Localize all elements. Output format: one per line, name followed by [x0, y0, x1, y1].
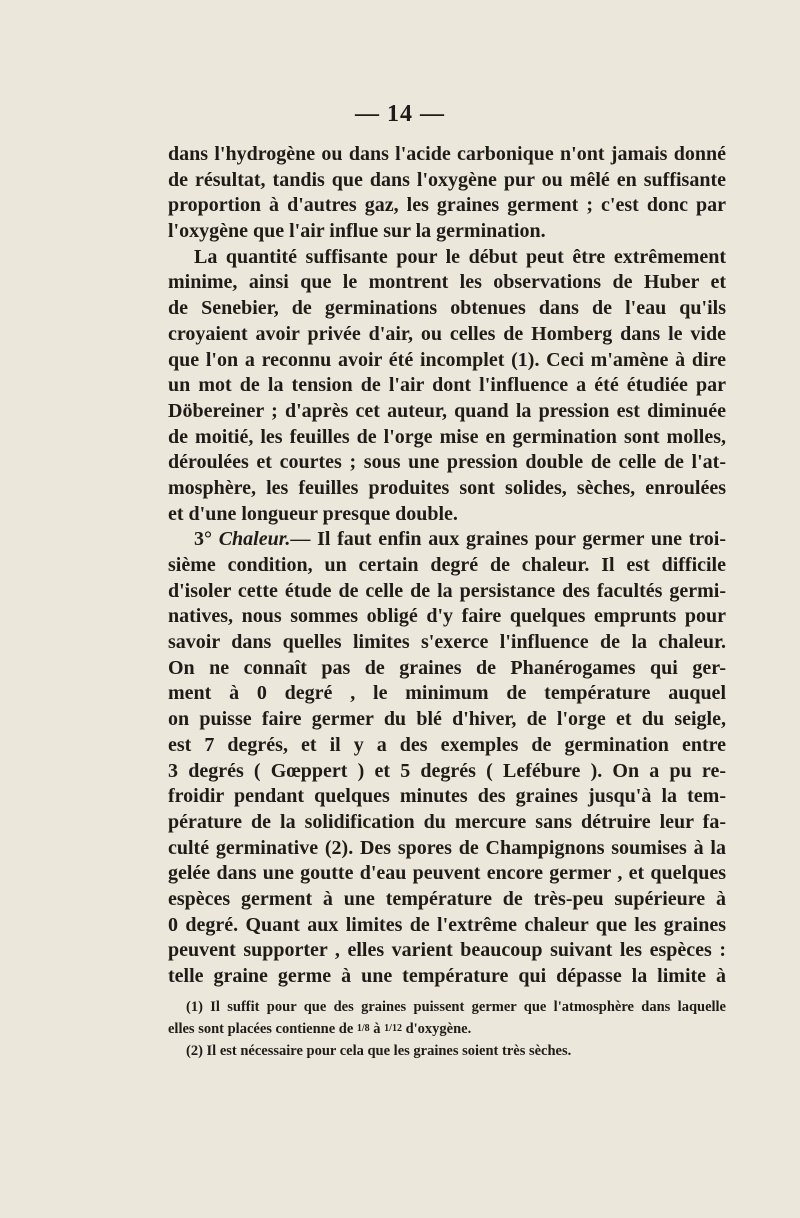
text-line: On ne connaît pas de graines de Phanérogames qui ger-	[168, 656, 726, 679]
text-line: croyaient avoir privée d'air, ou celles de Homberg dans le vide	[168, 322, 726, 345]
footnote-2: (2) Il est nécessaire pour cela que les graines soient très sèches.	[186, 1043, 572, 1059]
text-line: ment à 0 degré , le minimum de température auquel	[168, 682, 726, 705]
text-line: peuvent supporter , elles varient beaucoup suivant les espèces :	[168, 939, 726, 962]
text-line: est 7 degrés, et il y a des exemples de germination entre	[168, 733, 726, 756]
section-number: 3°	[194, 528, 212, 551]
footnote-1-text-a: elles sont placées contienne de	[168, 1021, 354, 1037]
text-line: que l'on a reconnu avoir été incomplet (1). Ceci m'amène à dire	[168, 348, 726, 371]
text-line: minime, ainsi que le montrent les observations de Huber et	[168, 271, 726, 294]
fraction-one-eighth: 1/8	[356, 1023, 370, 1034]
text-line: Döbereiner ; d'après cet auteur, quand la pression est diminuée	[168, 399, 726, 422]
text-line: et d'une longueur presque double.	[168, 502, 458, 525]
text-line: l'oxygène que l'air influe sur la germination.	[168, 220, 546, 243]
page-number: — 14 —	[355, 101, 445, 127]
text-line: mosphère, les feuilles produites sont solides, sèches, enroulées	[168, 476, 726, 499]
text-line: telle graine germe à une température qui dépasse la limite à	[168, 965, 726, 987]
text-line: de moitié, les feuilles de l'orge mise en germination sont molles,	[168, 425, 726, 448]
body-text	[168, 142, 726, 990]
text-line: espèces germent à une température de très-peu supérieure à	[168, 887, 726, 910]
text-line: La quantité suffisante pour le début peut être extrêmement	[194, 245, 726, 268]
text-line: de Senebier, de germinations obtenues dans de l'eau qu'ils	[168, 297, 726, 320]
section-heading-line	[168, 527, 726, 553]
footnote-1-line-1: (1) Il suffit pour que des graines puissent germer que l'atmosphère dans laquelle	[186, 999, 726, 1015]
footnote-1-line-2	[168, 1018, 726, 1040]
text-line: dans l'hydrogène ou dans l'acide carbonique n'ont jamais donné	[168, 143, 726, 165]
fraction-one-twelfth: 1/12	[384, 1023, 402, 1034]
footnote-1-between: à	[373, 1021, 381, 1037]
text-line: gelée dans une goutte d'eau peuvent encore germer , et quelques	[168, 862, 726, 885]
text-line: on puisse faire germer du blé d'hiver, de l'orge et du seigle,	[168, 708, 726, 731]
text-line: 3 degrés ( Gœppert ) et 5 degrés ( Lefébure ). On a pu re-	[168, 759, 726, 782]
text-line: proportion à d'autres gaz, les graines germent ; c'est donc par	[168, 194, 726, 217]
text-line: 0 degré. Quant aux limites de l'extrême chaleur que les graines	[168, 913, 726, 936]
text-line: d'isoler cette étude de celle de la persistance des facultés germi-	[168, 579, 726, 602]
text-line: savoir dans quelles limites s'exerce l'influence de la chaleur.	[168, 631, 726, 654]
footnotes	[168, 996, 726, 1062]
section-heading-rest: — Il faut enfin aux graines pour germer une troi-	[290, 528, 727, 551]
text-line: sième condition, un certain degré de chaleur. Il est difficile	[168, 554, 726, 576]
text-line: déroulées et courtes ; sous une pression double de celle de l'at-	[168, 451, 726, 474]
text-line: natives, nous sommes obligé d'y faire quelques emprunts pour	[168, 605, 726, 628]
text-line: froidir pendant quelques minutes des graines jusqu'à la tem-	[168, 785, 726, 808]
footnote-1-text-b: d'oxygène.	[405, 1021, 472, 1037]
text-line: culté germinative (2). Des spores de Champignons soumises à la	[168, 836, 726, 859]
text-line: de résultat, tandis que dans l'oxygène pur ou mêlé en suffisante	[168, 168, 726, 191]
text-line: pérature de la solidification du mercure sans détruire leur fa-	[168, 810, 726, 833]
section-title: Chaleur.	[218, 528, 291, 551]
text-line: un mot de la tension de l'air dont l'influence a été étudiée par	[168, 374, 726, 397]
